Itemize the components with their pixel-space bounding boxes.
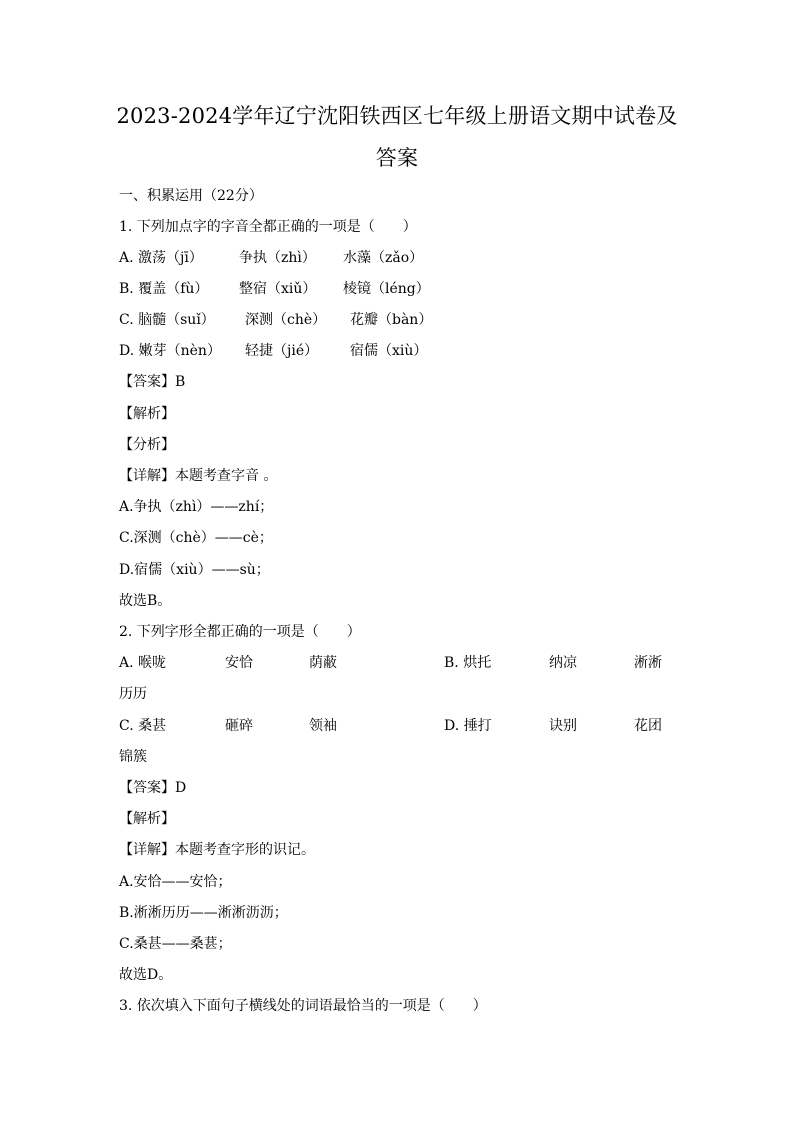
option-b-item-1: B. 覆盖（fù）	[119, 281, 209, 297]
page-title-line-1: 2023-2024学年辽宁沈阳铁西区七年级上册语文期中试卷及	[116, 104, 678, 128]
option-c-word-1: C. 桑甚	[119, 718, 167, 734]
option-a-word-3: 荫蔽	[309, 655, 337, 671]
option-c-item-2: 深测（chè）	[245, 312, 327, 328]
option-d-item-1: D. 嫩芽（nèn）	[119, 343, 221, 359]
option-c-word-3: 领袖	[309, 718, 337, 734]
question-1-fenxi: 【分析】	[119, 437, 175, 453]
section-heading: 一、积累运用（22分）	[119, 188, 263, 204]
question-1-detail: 【详解】本题考查字音 。	[119, 468, 278, 484]
option-d-word-1: D. 捶打	[444, 718, 492, 734]
question-2-conclusion: 故选D。	[119, 967, 173, 983]
option-c-item-1: C. 脑髓（suǐ）	[119, 312, 215, 328]
option-d-wrap: 锦簇	[119, 749, 147, 765]
question-2-explanation-3: C.桑甚——桑葚；	[119, 936, 232, 952]
question-1-stem: 1. 下列加点字的字音全都正确的一项是（ ）	[119, 219, 417, 235]
question-1-answer: 【答案】B	[119, 374, 186, 390]
question-2-answer: 【答案】D	[119, 780, 187, 796]
option-d-word-3: 花团	[634, 718, 662, 734]
question-2-explanation-2: B.淅淅历历——淅淅沥沥；	[119, 905, 288, 921]
option-a-item-2: 争执（zhì）	[239, 250, 316, 266]
question-2-analysis: 【解析】	[119, 811, 175, 827]
question-1-explanation-1: A.争执（zhì）——zhí；	[119, 499, 274, 515]
page-title-line-2: 答案	[375, 146, 419, 170]
option-d-item-2: 轻捷（jié）	[245, 343, 319, 359]
question-1-explanation-2: C.深测（chè）——cè；	[119, 530, 273, 546]
option-b-word-1: B. 烘托	[444, 655, 492, 671]
question-1-conclusion: 故选B。	[119, 593, 172, 609]
question-3-stem: 3. 依次填入下面句子横线处的词语最恰当的一项是（ ）	[119, 998, 487, 1014]
option-c-item-3: 花瓣（bàn）	[350, 312, 433, 328]
option-a-word-1: A. 喉咙	[119, 655, 167, 671]
option-d-word-2: 诀别	[549, 718, 577, 734]
option-c-word-2: 砸碎	[225, 718, 253, 734]
option-b-word-3: 淅淅	[634, 655, 662, 671]
option-b-item-2: 整宿（xiǔ）	[239, 281, 317, 297]
option-b-wrap: 历历	[119, 686, 147, 702]
option-b-item-3: 棱镜（léng）	[343, 281, 430, 297]
question-2-stem: 2. 下列字形全都正确的一项是（ ）	[119, 624, 361, 640]
option-b-word-2: 纳凉	[549, 655, 577, 671]
question-1-explanation-3: D.宿儒（xiù）——sù；	[119, 562, 270, 578]
question-2-detail: 【详解】本题考查字形的识记。	[119, 842, 315, 858]
question-1-analysis: 【解析】	[119, 406, 175, 422]
option-a-word-2: 安恰	[225, 655, 253, 671]
option-d-item-3: 宿儒（xiù）	[350, 343, 428, 359]
question-2-explanation-1: A.安恰——安恰；	[119, 874, 232, 890]
option-a-item-3: 水藻（zǎo）	[343, 250, 424, 266]
option-a-item-1: A. 激荡（jī）	[119, 250, 203, 266]
